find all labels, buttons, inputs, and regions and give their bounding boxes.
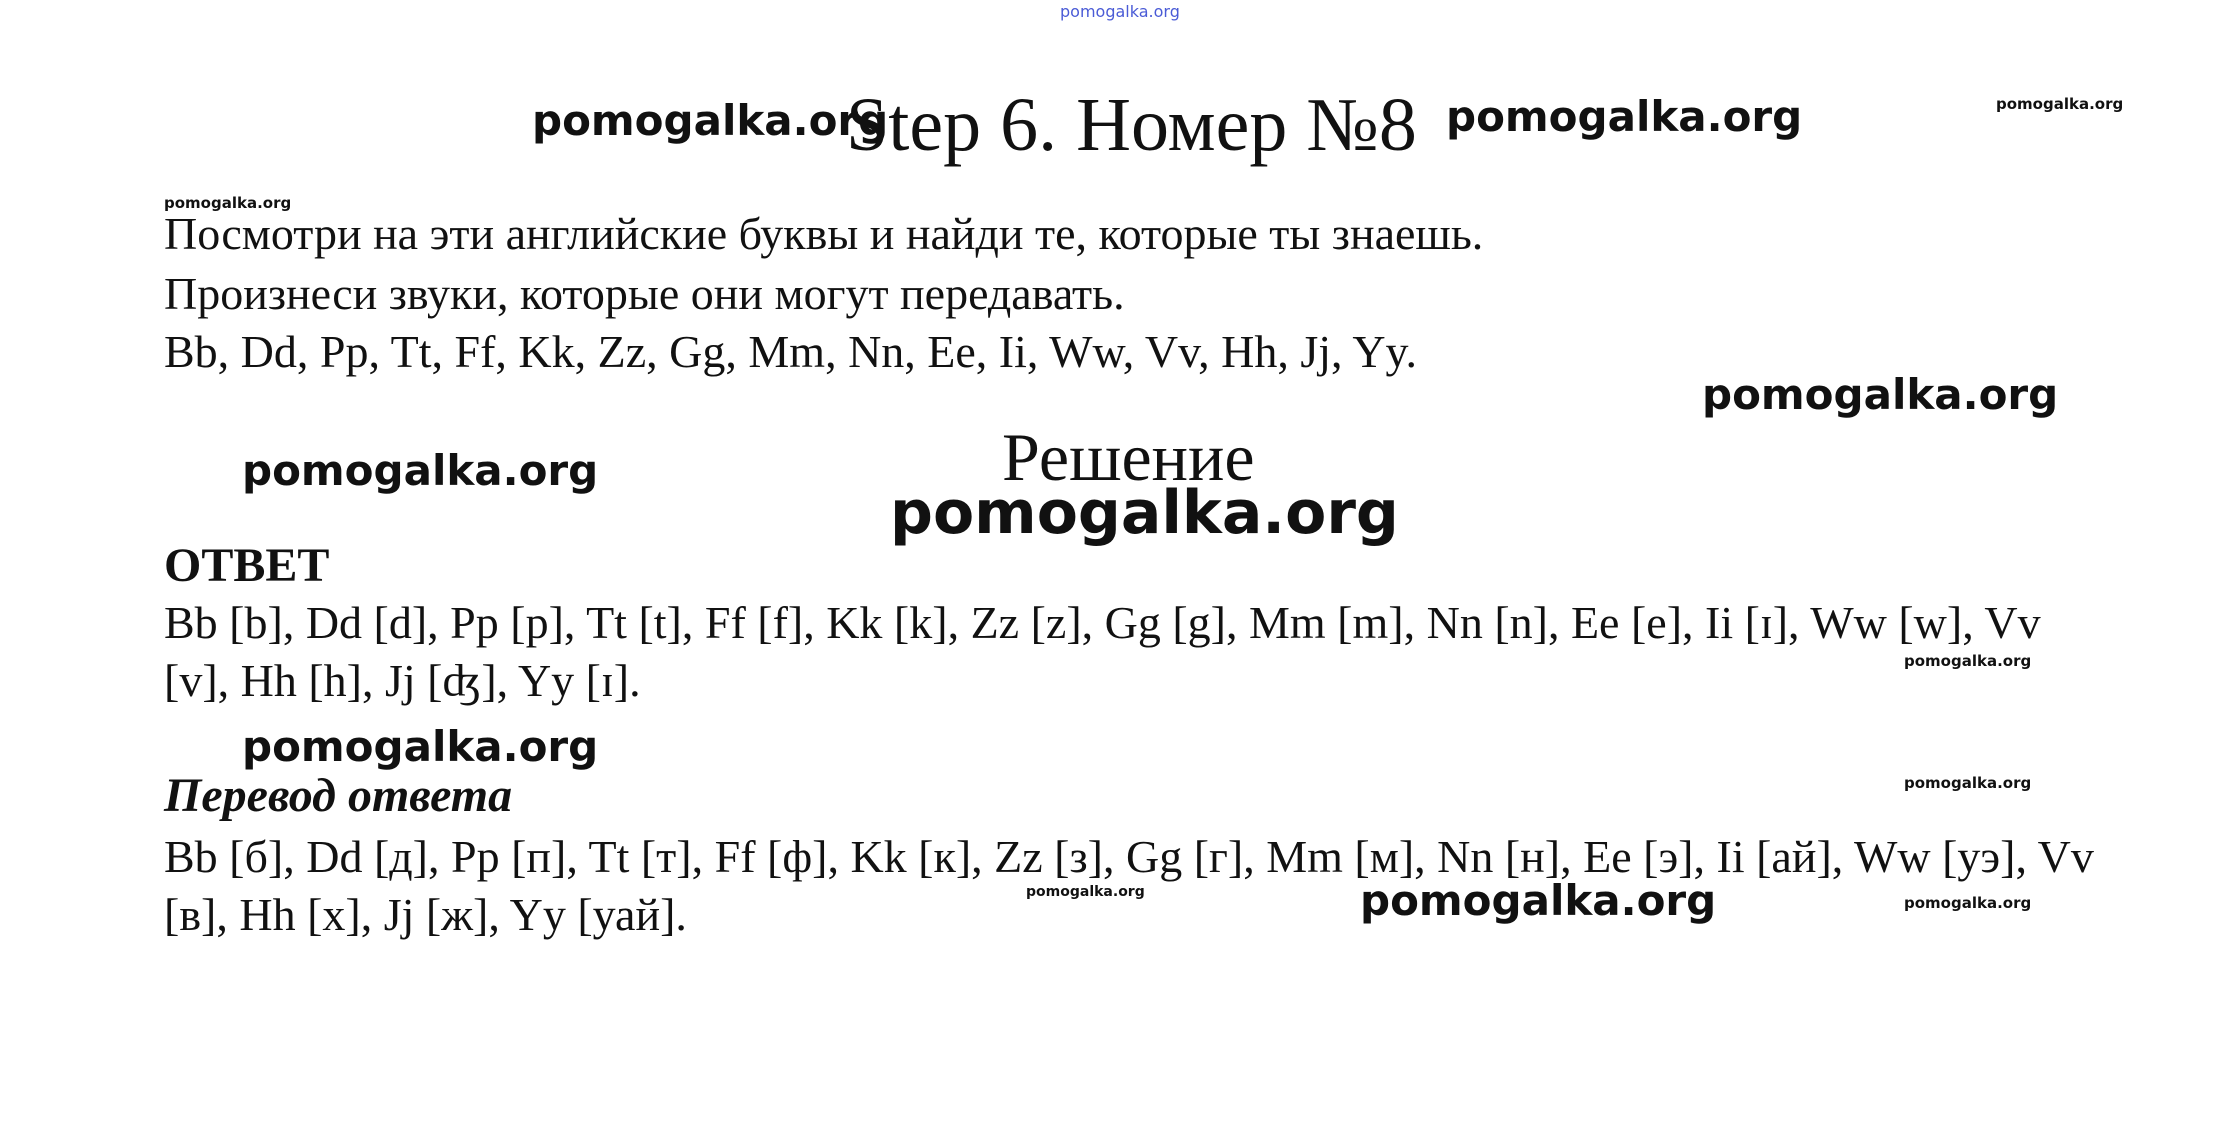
watermark-task: pomogalka.org: [164, 194, 292, 212]
watermark-translation-inline: pomogalka.org: [1026, 884, 1145, 900]
watermark-translation-corner: pomogalka.org: [1904, 894, 2032, 912]
translation-text: Bb [б], Dd [д], Pp [п], Tt [т], Ff [ф], Kk [к], Zz [з], Gg [г], Mm [м], Nn [н], Ee [э], Ii [ай], Ww [уэ], Vv [в], Hh [х], Jj [ж], Yy [уай].: [164, 831, 2094, 940]
top-site-link[interactable]: pomogalka.org: [1060, 2, 1180, 21]
answer-text: Bb [b], Dd [d], Pp [p], Tt [t], Ff [f], Kk [k], Zz [z], Gg [g], Mm [m], Nn [n], Ee [e], Ii [ɪ], Ww [w], Vv [v], Hh [h], Jj [ʤ], Yy [ɪ].: [164, 597, 2041, 706]
solution-heading: Решение: [1002, 419, 1255, 495]
watermark-solution-center: pomogalka.org: [890, 478, 1399, 548]
watermark-translation-center: pomogalka.org: [1360, 876, 1717, 925]
watermark-answer: pomogalka.org: [1904, 652, 2032, 670]
watermark-translation-left: pomogalka.org: [242, 722, 599, 771]
task-line-1: Посмотри на эти английские буквы и найди те, которые ты знаешь.: [164, 208, 1484, 259]
watermark-translation-right: pomogalka.org: [1904, 774, 2032, 792]
watermark-solution-left: pomogalka.org: [242, 446, 599, 495]
task-line-2: Произнеси звуки, которые они могут передавать.: [164, 268, 1125, 319]
task-line-3: Bb, Dd, Pp, Tt, Ff, Kk, Zz, Gg, Mm, Nn, Ee, Ii, Ww, Vv, Hh, Jj, Yy.: [164, 326, 1418, 377]
answer-heading: ОТВЕТ: [164, 539, 330, 592]
page-title: Step 6. Номер №8: [846, 83, 1417, 167]
translation-heading: Перевод ответа: [164, 769, 513, 822]
watermark-solution-right: pomogalka.org: [1702, 370, 2059, 419]
watermark-header-corner: pomogalka.org: [1996, 95, 2124, 113]
watermark-header-right: pomogalka.org: [1446, 92, 1803, 141]
watermark-header-left: pomogalka.org: [532, 96, 889, 145]
